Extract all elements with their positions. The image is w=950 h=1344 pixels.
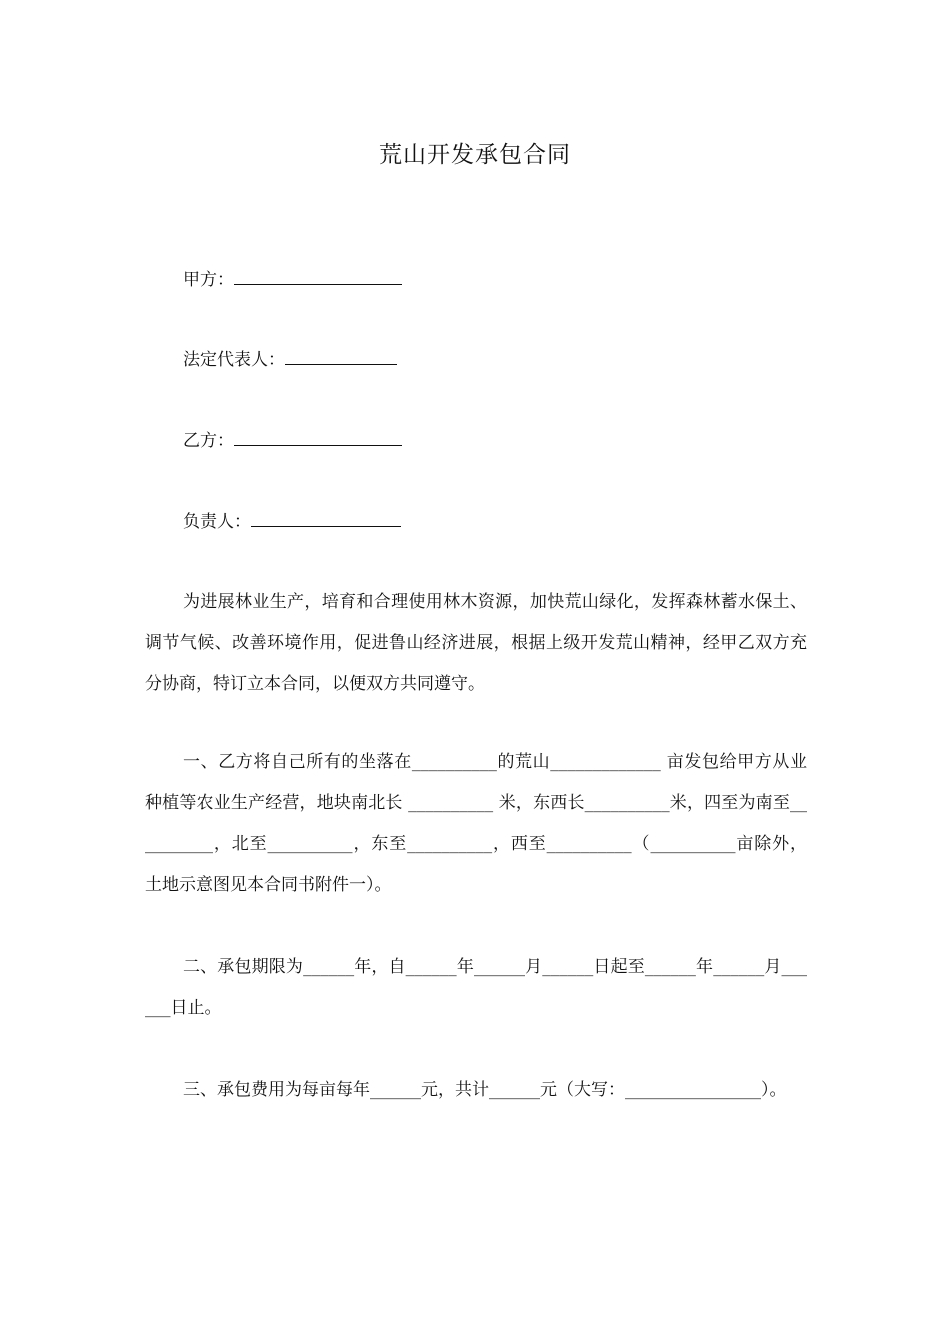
fill-blank: [234, 266, 402, 285]
field-party-a: [183, 266, 402, 292]
field-label: 乙方：: [183, 431, 234, 451]
field-label: 负责人：: [183, 512, 251, 532]
fill-blank: [251, 508, 401, 527]
field-person-in-charge: [183, 508, 401, 534]
field-label: 法定代表人：: [183, 350, 285, 370]
paragraph-clause-3: 三、承包费用为每亩每年______元，共计______元（大写：________________）。: [183, 1080, 787, 1100]
fill-blank: [285, 346, 397, 365]
fill-blank: [234, 427, 402, 446]
field-party-b: [183, 427, 402, 453]
paragraph-clause-1: 一、乙方将自己所有的坐落在__________的荒山_____________ 亩发包给甲方从业种植等农业生产经营，地块南北长 __________ 米，东西长__________米，四至为南至__________，北至__________，东至__________，西至__________（__________亩除外，土地示意图见本合同书附件一）。: [145, 752, 807, 895]
paragraph-clause-2: 二、承包期限为______年，自______年______月______日起至______年______月______日止。: [145, 957, 807, 1018]
paragraph-preamble: 为进展林业生产，培育和合理使用林木资源，加快荒山绿化，发挥森林蓄水保土、调节气候、改善环境作用，促进鲁山经济进展，根据上级开发荒山精神，经甲乙双方充分协商，特订立本合同，以便双方共同遵守。: [145, 592, 807, 694]
field-legal-representative: [183, 346, 397, 372]
document-title: 荒山开发承包合同: [379, 142, 571, 168]
field-label: 甲方：: [183, 270, 234, 290]
